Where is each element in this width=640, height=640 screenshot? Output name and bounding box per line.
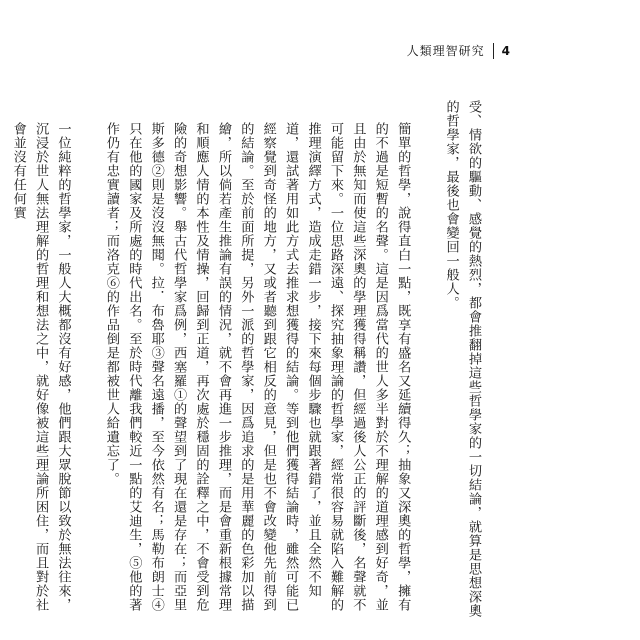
paragraph-3: 一位純粹的哲學家，一般人大概都沒有好感，他們跟大眾脫節以致於無法往來，沉浸於世人無法理解的哲理和想法之中，就好像被這些理論所困住，而且對於社會並沒有任何實	[10, 122, 71, 613]
page-number: 4	[501, 43, 510, 58]
paragraph-1: 受、情欲的驅動、感覺的熱烈，都會推翻掉這些哲學家的一切結論，就算是思想深奧的哲學家，最後也會變回一般人。	[443, 100, 481, 618]
running-header	[407, 42, 510, 59]
paragraph-2: 簡單的哲學，說得直白一點，既享有盛名又延續得久；抽象又深奧的哲學，擁有的不過是短暫的名聲。這是因爲當代的世人多半對於不理解的道理感到好奇，並且由於無知而使這些深奧的學理獲得稱讚，但經過後人公正的評斷後，名聲就不可能留下來。一位思路深遠、探究抽象理論的哲學家，經常很容易就陷入難解的推理演繹方式，造成走錯一步，接下來每個步驟也就跟著錯了，並且全然不知道，還試著用如此方式去推求想獲得的結論。等到他們獲得結論時，雖然可能已經察覺到奇怪的地方，又或者聽到跟它相反的意見，但是也不會改變他先前得到的結論。至於前面所提，另外一派的哲學家，因爲追求的是用華麗的色彩加以描繪，所以倘若產生推論有誤的情況，就不會再進一步推理，而是會重新根據常理和順應人情的本性及情操，回歸到正道，再次處於穩固的詮釋之中，不會受到危險的奇想影響。舉古代哲學家爲例，西塞羅①的聲望到了現在還是存在；而亞里斯多德②則是沒沒無聞。拉．布魯耶③聲名遠播，至今依然有名；馬勒布朗士④只在他的國家及所處的時代出名。至於時代離我們較近一點的艾迪生，⑤他的著作仍有忠實讀者；而洛克⑥的作品倒是都被世人給遺忘了。	[103, 122, 411, 613]
vertical-body-text	[6, 100, 484, 620]
header-divider	[493, 43, 494, 59]
book-title: 人類理智研究	[406, 44, 485, 58]
